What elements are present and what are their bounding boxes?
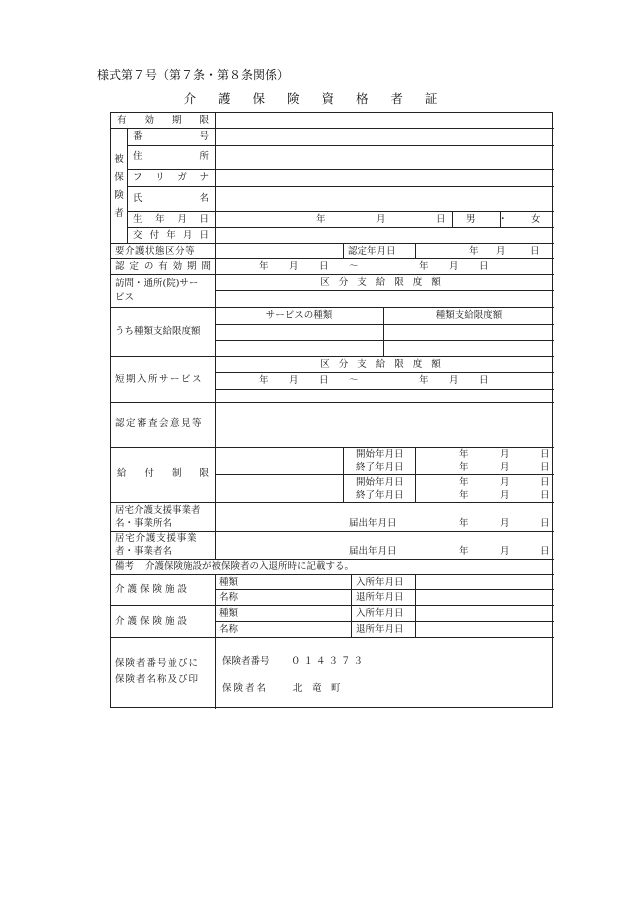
rd-year: 年 <box>459 518 469 529</box>
facility-2-name: 名称 <box>219 624 239 635</box>
cert-date-label: 認定年月日 <box>348 246 396 257</box>
insurer-name-label: 保険者名 <box>222 683 269 694</box>
short-stay-limit-heading: 区分支給限度額 <box>320 359 450 370</box>
grid-line <box>343 243 344 258</box>
grid-line <box>215 621 554 622</box>
grid-line <box>111 307 554 308</box>
cv-month-2: 月 <box>449 261 459 272</box>
facility-1-label: 介護保険施設 <box>115 584 191 595</box>
rd-day: 日 <box>540 518 550 529</box>
certificate-form <box>110 112 553 708</box>
insurer-number-label: 保険者番号 <box>222 656 270 667</box>
care-manager-2-line2: 者・事業者名 <box>115 546 173 557</box>
cert-valid-label: 認 定 の 有 効 期 間 <box>115 261 211 272</box>
grid-line <box>215 290 554 291</box>
sex-dot: ・ <box>498 214 508 225</box>
start-date-2: 開始年月日 <box>356 477 404 488</box>
note-text: 介護保険施設が被保険者の入退所時に記載する。 <box>145 561 355 572</box>
facility-2-admit: 入所年月日 <box>356 608 404 619</box>
cert-day: 日 <box>530 246 540 257</box>
grid-line <box>415 447 416 502</box>
insurer-label-2: 保険者名称及び印 <box>115 674 200 685</box>
cv-month-1: 月 <box>289 261 299 272</box>
care-manager-1-line2: 名・事業所名 <box>115 518 173 529</box>
bl-month: 月 <box>500 477 510 488</box>
grid-line <box>111 605 554 606</box>
form-number: 様式第７号（第７条・第８条関係） <box>97 68 290 82</box>
insurer-label-1: 保険者番号並びに <box>115 658 200 669</box>
rd-day: 日 <box>540 546 550 557</box>
grid-line <box>111 502 554 503</box>
bl-year: 年 <box>459 477 469 488</box>
grid-line <box>215 389 554 390</box>
grid-line <box>111 274 554 275</box>
grid-line <box>215 474 554 475</box>
bl-month: 月 <box>500 449 510 460</box>
ss-year-1: 年 <box>259 375 269 386</box>
start-date-1: 開始年月日 <box>356 449 404 460</box>
facility-2-label: 介護保険施設 <box>115 616 191 627</box>
grid-line <box>215 574 216 709</box>
grid-line <box>127 145 554 146</box>
grid-line <box>127 128 128 243</box>
grid-line <box>111 559 554 560</box>
grid-line <box>111 128 554 129</box>
end-date-1: 終了年月日 <box>356 462 404 473</box>
grid-line <box>111 637 554 638</box>
bl-year: 年 <box>459 449 469 460</box>
sex-male: 男 <box>466 214 476 225</box>
insurer-number-value: ０１４３７３ <box>291 656 367 667</box>
birth-day: 日 <box>436 214 446 225</box>
facility-2-leave: 退所年月日 <box>356 624 404 635</box>
sex-female: 女 <box>531 214 541 225</box>
bl-day: 日 <box>540 462 550 473</box>
grid-line <box>127 186 554 187</box>
grid-line <box>127 169 554 170</box>
cv-day-2: 日 <box>479 261 489 272</box>
facility-1-admit: 入所年月日 <box>356 577 404 588</box>
grid-line <box>215 113 216 559</box>
bl-day: 日 <box>540 477 550 488</box>
grid-line <box>452 211 453 227</box>
grid-line <box>127 227 554 228</box>
home-service-label-1: 訪問・通所(院)サー <box>115 278 199 289</box>
ss-tilde: ～ <box>349 375 359 386</box>
rd-year: 年 <box>459 546 469 557</box>
birthdate-label: 生 年 月 日 <box>133 214 209 225</box>
facility-1-leave: 退所年月日 <box>356 592 404 603</box>
valid-period-label: 有 効 期 限 <box>117 115 209 126</box>
page-title: 介 護 保 険 資 格 者 証 <box>183 91 447 106</box>
grid-line <box>111 574 554 575</box>
grid-line <box>111 356 554 357</box>
end-date-2: 終了年月日 <box>356 490 404 501</box>
issue-date-label: 交 付 年 月 日 <box>133 230 209 241</box>
grid-line <box>111 531 554 532</box>
rd-month: 月 <box>500 546 510 557</box>
grid-line <box>383 307 384 356</box>
home-service-label-2: ビス <box>115 292 135 303</box>
grid-line <box>343 447 344 502</box>
cv-day-1: 日 <box>319 261 329 272</box>
facility-1-kind: 種類 <box>219 577 239 588</box>
ss-day-1: 日 <box>319 375 329 386</box>
cv-year-2: 年 <box>419 261 429 272</box>
care-manager-2-line1: 居宅介護支援事業 <box>115 533 198 544</box>
grid-line <box>351 574 352 637</box>
grid-line <box>215 324 554 325</box>
bl-day: 日 <box>540 490 550 501</box>
facility-1-name: 名称 <box>219 592 239 603</box>
care-manager-1-line1: 居宅介護支援事業者 <box>115 505 201 516</box>
ss-month-2: 月 <box>449 375 459 386</box>
grid-line <box>215 340 554 341</box>
birth-year: 年 <box>316 214 326 225</box>
grid-line <box>111 447 554 448</box>
number-label: 番 号 <box>133 131 209 142</box>
cv-tilde: ～ <box>349 261 359 272</box>
address-label: 住 所 <box>133 151 209 162</box>
report-date-2: 届出年月日 <box>349 546 397 557</box>
facility-2-kind: 種類 <box>219 608 239 619</box>
insurer-name-value: 北 竜 町 <box>293 683 341 694</box>
short-stay-label: 短期入所サービス <box>115 374 204 385</box>
cert-year: 年 <box>469 246 479 257</box>
grid-line <box>415 243 416 258</box>
bl-year: 年 <box>459 462 469 473</box>
cert-month: 月 <box>496 246 506 257</box>
note-label: 備考 <box>115 561 135 572</box>
grid-line <box>415 574 416 637</box>
limit-amount-heading: 区分支給限度額 <box>320 277 450 288</box>
rd-month: 月 <box>500 518 510 529</box>
name-label: 氏 名 <box>133 193 209 204</box>
ss-year-2: 年 <box>419 375 429 386</box>
type-limit-heading: 種類支給限度額 <box>435 310 503 321</box>
ss-month-1: 月 <box>289 375 299 386</box>
grid-line <box>111 402 554 403</box>
type-limit-label: うち種類支給限度額 <box>115 326 201 337</box>
birth-month: 月 <box>376 214 386 225</box>
grid-line <box>127 211 554 212</box>
bl-month: 月 <box>500 462 510 473</box>
furigana-label: フ リ ガ ナ <box>133 172 209 183</box>
grid-line <box>111 243 554 244</box>
insured-vertical-label: 被 保 険 者 <box>114 154 124 219</box>
bl-year: 年 <box>459 490 469 501</box>
ss-day-2: 日 <box>479 375 489 386</box>
grid-line <box>215 589 554 590</box>
benefit-limit-label: 給 付 制 限 <box>117 468 209 479</box>
bl-day: 日 <box>540 449 550 460</box>
grid-line <box>111 258 554 259</box>
cv-year-1: 年 <box>259 261 269 272</box>
grid-line <box>215 372 554 373</box>
service-type-heading: サービスの種類 <box>265 310 333 321</box>
bl-month: 月 <box>500 490 510 501</box>
review-opinion-label: 認定審査会意見等 <box>115 418 204 429</box>
care-status-label: 要介護状態区分等 <box>115 246 196 257</box>
report-date-1: 届出年月日 <box>349 518 397 529</box>
